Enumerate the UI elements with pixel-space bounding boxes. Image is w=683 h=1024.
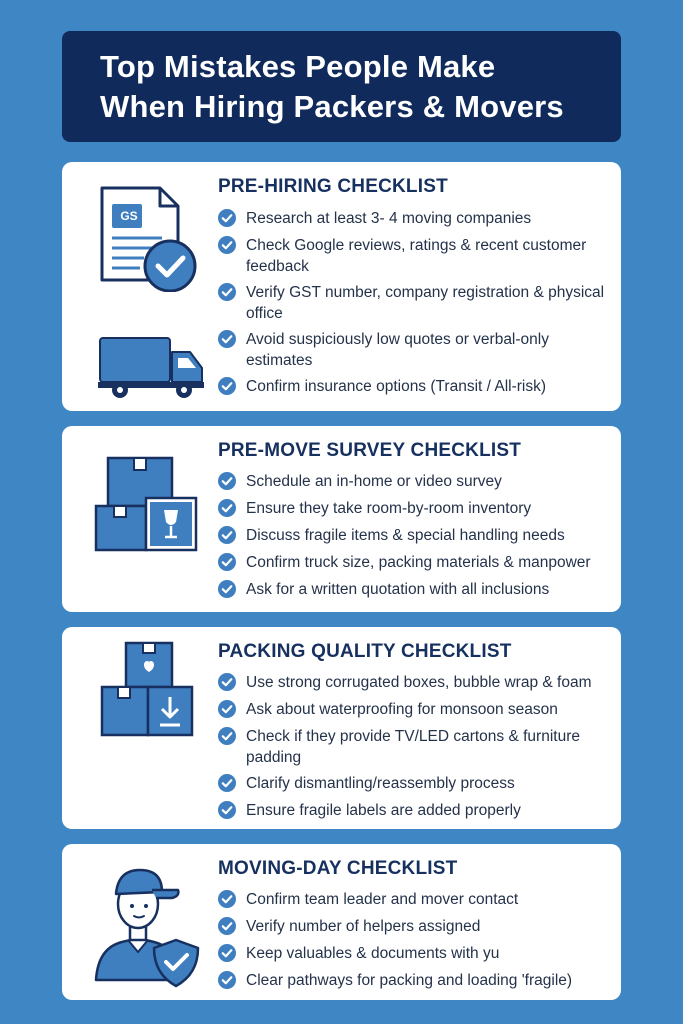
section-title: PRE-MOVE SURVEY CHECKLIST [218, 440, 522, 461]
list-item-text: Check Google reviews, ratings & recent customer feedback [246, 237, 587, 275]
list-item-text: Clear pathways for packing and loading 'fragile) [246, 972, 573, 989]
check-icon [218, 236, 236, 254]
check-icon [218, 499, 236, 517]
list-item-text: Discuss fragile items & special handling needs [246, 527, 565, 544]
list-item-text: Use strong corrugated boxes, bubble wrap & foam [246, 674, 592, 691]
check-icon [218, 526, 236, 544]
document-check-icon [98, 184, 200, 292]
check-icon [218, 944, 236, 962]
stacked-boxes-icon [94, 456, 200, 554]
document-label: GS [120, 209, 138, 223]
header-banner [62, 31, 621, 142]
check-icon [218, 700, 236, 718]
list-item-text: Ensure they take room-by-room inventory [246, 500, 532, 517]
moving-day-card [62, 844, 621, 1000]
check-icon [218, 673, 236, 691]
list-item-text: Ask about waterproofing for monsoon season [246, 701, 558, 718]
check-icon [218, 971, 236, 989]
check-icon [218, 774, 236, 792]
page-title-line-2: When Hiring Packers & Movers [100, 89, 564, 124]
list-item-text: Confirm truck size, packing materials & manpower [246, 554, 591, 571]
check-icon [218, 283, 236, 301]
check-icon [218, 330, 236, 348]
list-item-text: Verify GST number, company registration & physical office [246, 284, 605, 322]
pre-hiring-card [62, 162, 621, 411]
list-item-text: Keep valuables & documents with yu [246, 945, 500, 962]
list-item-text: Clarify dismantling/reassembly process [246, 775, 515, 792]
list-item-text: Avoid suspiciously low quotes or verbal-only estimates [246, 331, 549, 369]
check-icon [218, 553, 236, 571]
moving-truck-icon [98, 336, 206, 400]
packing-quality-card [62, 627, 621, 829]
list-item-text: Research at least 3- 4 moving companies [246, 210, 532, 227]
list-item-text: Ensure fragile labels are added properly [246, 802, 521, 819]
section-title: MOVING-DAY CHECKLIST [218, 858, 458, 879]
list-item-text: Schedule an in-home or video survey [246, 473, 502, 490]
list-item-text: Confirm team leader and mover contact [246, 891, 519, 908]
section-title: PRE-HIRING CHECKLIST [218, 176, 448, 197]
check-icon [218, 377, 236, 395]
list-item-text: Ask for a written quotation with all inclusions [246, 581, 550, 598]
check-icon [218, 472, 236, 490]
check-icon [218, 890, 236, 908]
check-icon [218, 209, 236, 227]
check-icon [218, 801, 236, 819]
pre-move-survey-card [62, 426, 621, 612]
section-title: PACKING QUALITY CHECKLIST [218, 641, 512, 662]
mover-shield-icon [92, 856, 204, 988]
check-icon [218, 727, 236, 745]
check-icon [218, 917, 236, 935]
packed-boxes-icon [100, 641, 194, 739]
list-item-text: Check if they provide TV/LED cartons & furniture padding [246, 728, 580, 766]
check-icon [218, 580, 236, 598]
list-item-text: Confirm insurance options (Transit / All-risk) [246, 378, 547, 395]
page-title-line-1: Top Mistakes People Make [100, 49, 496, 84]
list-item-text: Verify number of helpers assigned [246, 918, 481, 935]
